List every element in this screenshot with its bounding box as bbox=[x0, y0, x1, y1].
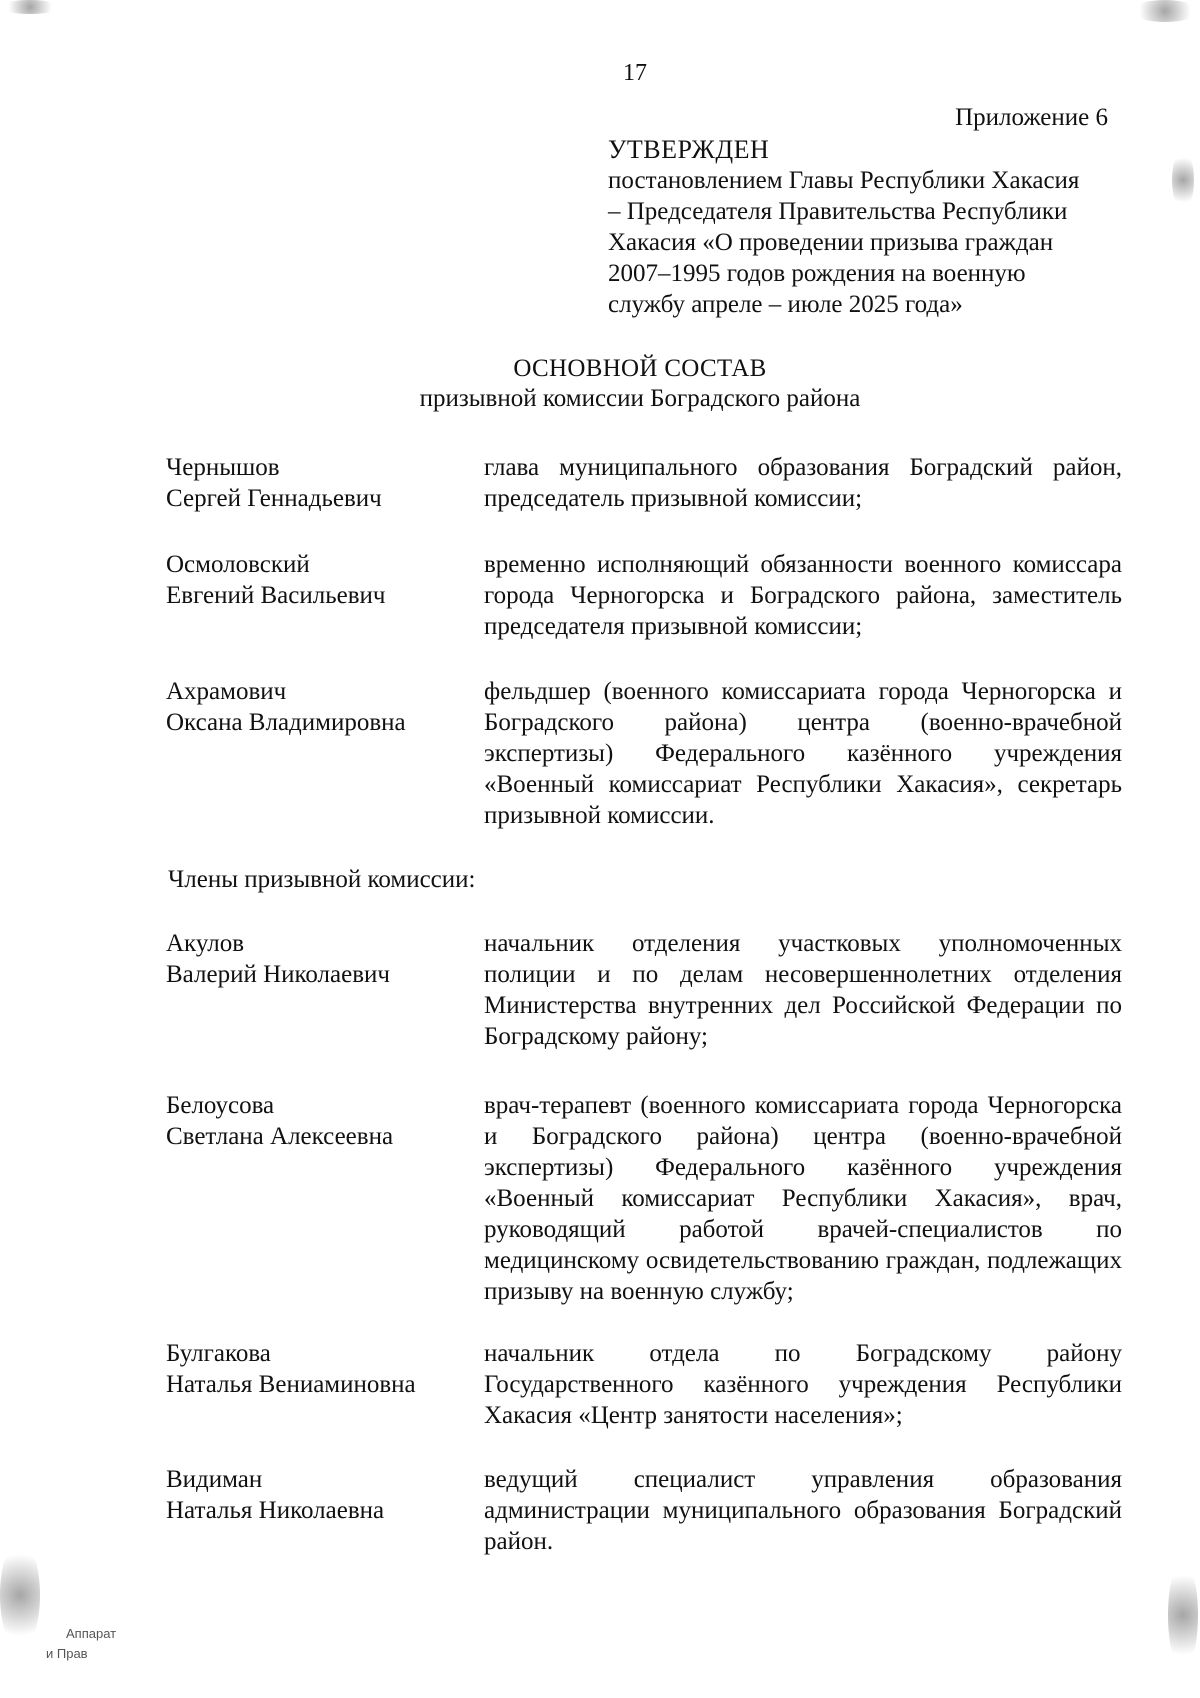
stamp-line: и Прав bbox=[46, 1646, 88, 1661]
approval-block bbox=[608, 134, 1128, 320]
document-title-sub: призывной комиссии Боградского района bbox=[419, 385, 861, 412]
page-number: 17 bbox=[623, 60, 647, 86]
entry-role: врач-терапевт (военного комиссариата города Черногорска и Боградского района) центра (военно-врачебной экспертизы) Федерального казённого учреждения «Военный комиссариат Республики Хакасия», врач, руководящий работой врачей-специалистов по медицинскому освидетельствованию граждан, подлежащих призыву на военную службу; bbox=[484, 1092, 1122, 1305]
members-heading: Члены призывной комиссии: bbox=[168, 866, 476, 893]
approval-text: постановлением Главы Республики Хакасия – Председателя Правительства Республики Хакасия «О проведении призыва граждан 2007–1995 годов рождения на военную службу апреле – июле 2025 года» bbox=[608, 167, 1080, 318]
entry-name: Видиман Наталья Николаевна bbox=[166, 1466, 385, 1524]
scan-noise bbox=[0, 0, 60, 14]
entry-name: Булгакова Наталья Вениаминовна bbox=[166, 1340, 416, 1398]
stamp-line: Аппарат bbox=[66, 1626, 117, 1641]
entry-role: начальник отделения участковых уполномоченных полиции и по делам несовершеннолетних отделения Министерства внутренних дел Российской Федерации по Боградскому району; bbox=[484, 930, 1122, 1050]
scan-noise bbox=[1172, 150, 1194, 210]
entry-role: фельдшер (военного комиссариата города Черногорска и Боградского района) центра (военно-врачебной экспертизы) Федерального казённого учреждения «Военный комиссариат Республики Хакасия», секретарь призывной комиссии. bbox=[484, 678, 1122, 829]
entry-name: Ахрамович Оксана Владимировна bbox=[166, 678, 406, 736]
appendix-label: Приложение 6 bbox=[955, 104, 1108, 131]
entry-role: начальник отдела по Боградскому району Государственного казённого учреждения Республики Хакасия «Центр занятости населения»; bbox=[484, 1340, 1122, 1429]
entry-role: глава муниципального образования Боградский район, председатель призывной комиссии; bbox=[484, 454, 1122, 512]
scan-noise bbox=[0, 1540, 40, 1650]
scan-noise bbox=[1168, 1560, 1198, 1670]
scan-noise bbox=[1130, 0, 1200, 22]
entry-name: Белоусова Светлана Алексеевна bbox=[166, 1092, 394, 1150]
document-title-main: ОСНОВНОЙ СОСТАВ bbox=[513, 355, 767, 382]
entry-role: временно исполняющий обязанности военного комиссара города Черногорска и Боградского района, заместитель председателя призывной комиссии; bbox=[484, 551, 1122, 640]
entry-name: Акулов Валерий Николаевич bbox=[166, 930, 390, 988]
entry-name: Чернышов Сергей Геннадьевич bbox=[166, 454, 382, 512]
entry-role: ведущий специалист управления образования администрации муниципального образования Боградский район. bbox=[484, 1466, 1122, 1555]
approval-title: УТВЕРЖДЕН bbox=[608, 135, 770, 164]
document-title bbox=[0, 354, 1200, 414]
entry-name: Осмоловский Евгений Васильевич bbox=[166, 551, 386, 609]
